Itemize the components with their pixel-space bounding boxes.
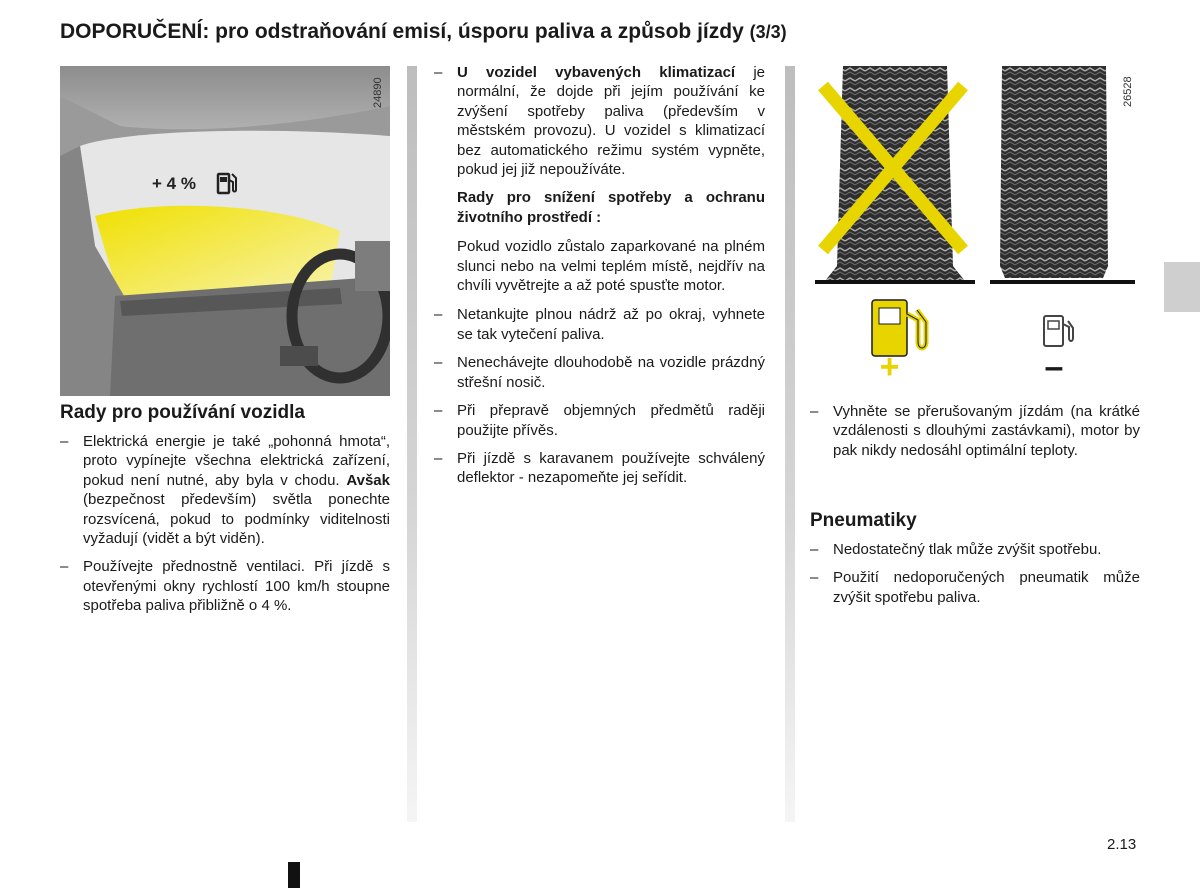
- tyres-list: [810, 540, 1140, 616]
- section-side-tab: [1164, 262, 1200, 312]
- window-figure: [60, 66, 390, 396]
- page-title-text: DOPORUČENÍ: pro odstraňování emisí, úsporu paliva a způsob jízdy: [60, 20, 744, 43]
- print-marker: [288, 862, 300, 888]
- list-item: – Nedostatečný tlak může zvýšit spotřebu.: [810, 540, 1140, 559]
- usage-tips-heading: Rady pro používání vozidla: [60, 402, 305, 423]
- page-number: 2.13: [1107, 836, 1137, 853]
- tyre-pressure-illustration: [815, 66, 1135, 386]
- more-consumption-sign: +: [879, 348, 900, 386]
- driving-tips-list: [810, 402, 1140, 469]
- page-title: [60, 20, 787, 44]
- list-item: – Používejte přednostně ventilaci. Při jízdě s otevřenými okny rychlostí 100 km/h stoupne spotřeba paliva přibližně o 4 %.: [60, 557, 390, 615]
- list-item: – Elektrická energie je také „pohonná hmota“, proto vypínejte všechna elektrická zařízení, pokud není nutné, aby byla v chodu. Avšak (bezpečnost především) světla ponechte rozsvícená, pokud to podmínky viditelnosti vyžadují (vidět a být viděn).: [60, 432, 390, 548]
- column-divider-left: [407, 66, 417, 822]
- list-item: – Nenechávejte dlouhodobě na vozidle prázdný střešní nosič.: [434, 353, 765, 392]
- consumption-tips-list: [434, 63, 765, 497]
- list-item: – Při přepravě objemných předmětů raději použijte přívěs.: [434, 401, 765, 440]
- usage-tips-list: [60, 432, 390, 625]
- column-divider-right: [785, 66, 795, 822]
- less-consumption-sign: –: [1044, 348, 1064, 386]
- fuel-pump-icon-small: [1044, 316, 1073, 346]
- list-item: – Při jízdě s karavanem používejte schválený deflektor - nezapomeňte jej seřídit.: [434, 449, 765, 488]
- fuel-pump-icon: [215, 170, 237, 196]
- tyres-heading: Pneumatiky: [810, 510, 917, 531]
- list-item: – Netankujte plnou nádrž až po okraj, vyhnete se tak vytečení paliva.: [434, 305, 765, 344]
- window-figure-badge: + 4 %: [152, 174, 196, 193]
- page-title-suffix: (3/3): [749, 22, 787, 42]
- list-item: – Vyhněte se přerušovaným jízdám (na krátké vzdálenosti s dlouhými zastávkami), motor by pak nikdy nedosáhl optimální teploty.: [810, 402, 1140, 460]
- list-item: – Použití nedoporučených pneumatik může zvýšit spotřebu paliva.: [810, 568, 1140, 607]
- car-interior-illustration: [60, 66, 390, 396]
- tyre-figure-number: 26528: [1122, 76, 1134, 107]
- environment-subheading: Rady pro snížení spotřeby a ochranu životního prostředí :: [457, 189, 765, 226]
- window-figure-number: 24890: [372, 77, 384, 108]
- tyre-figure: [815, 66, 1135, 386]
- list-item: – U vozidel vybavených klimatizací je normální, že dojde při jejím používání ke zvýšení spotřeby paliva (především v městském provozu). U vozidel s klimatizací bez automatického režimu systém vypněte, pokud jej již nepoužíváte.: [434, 63, 765, 179]
- parking-paragraph: Pokud vozidlo zůstalo zaparkované na plném slunci nebo na velmi teplém místě, nejdřív na chvíli vyvětrejte a až poté spusťte motor.: [457, 238, 765, 295]
